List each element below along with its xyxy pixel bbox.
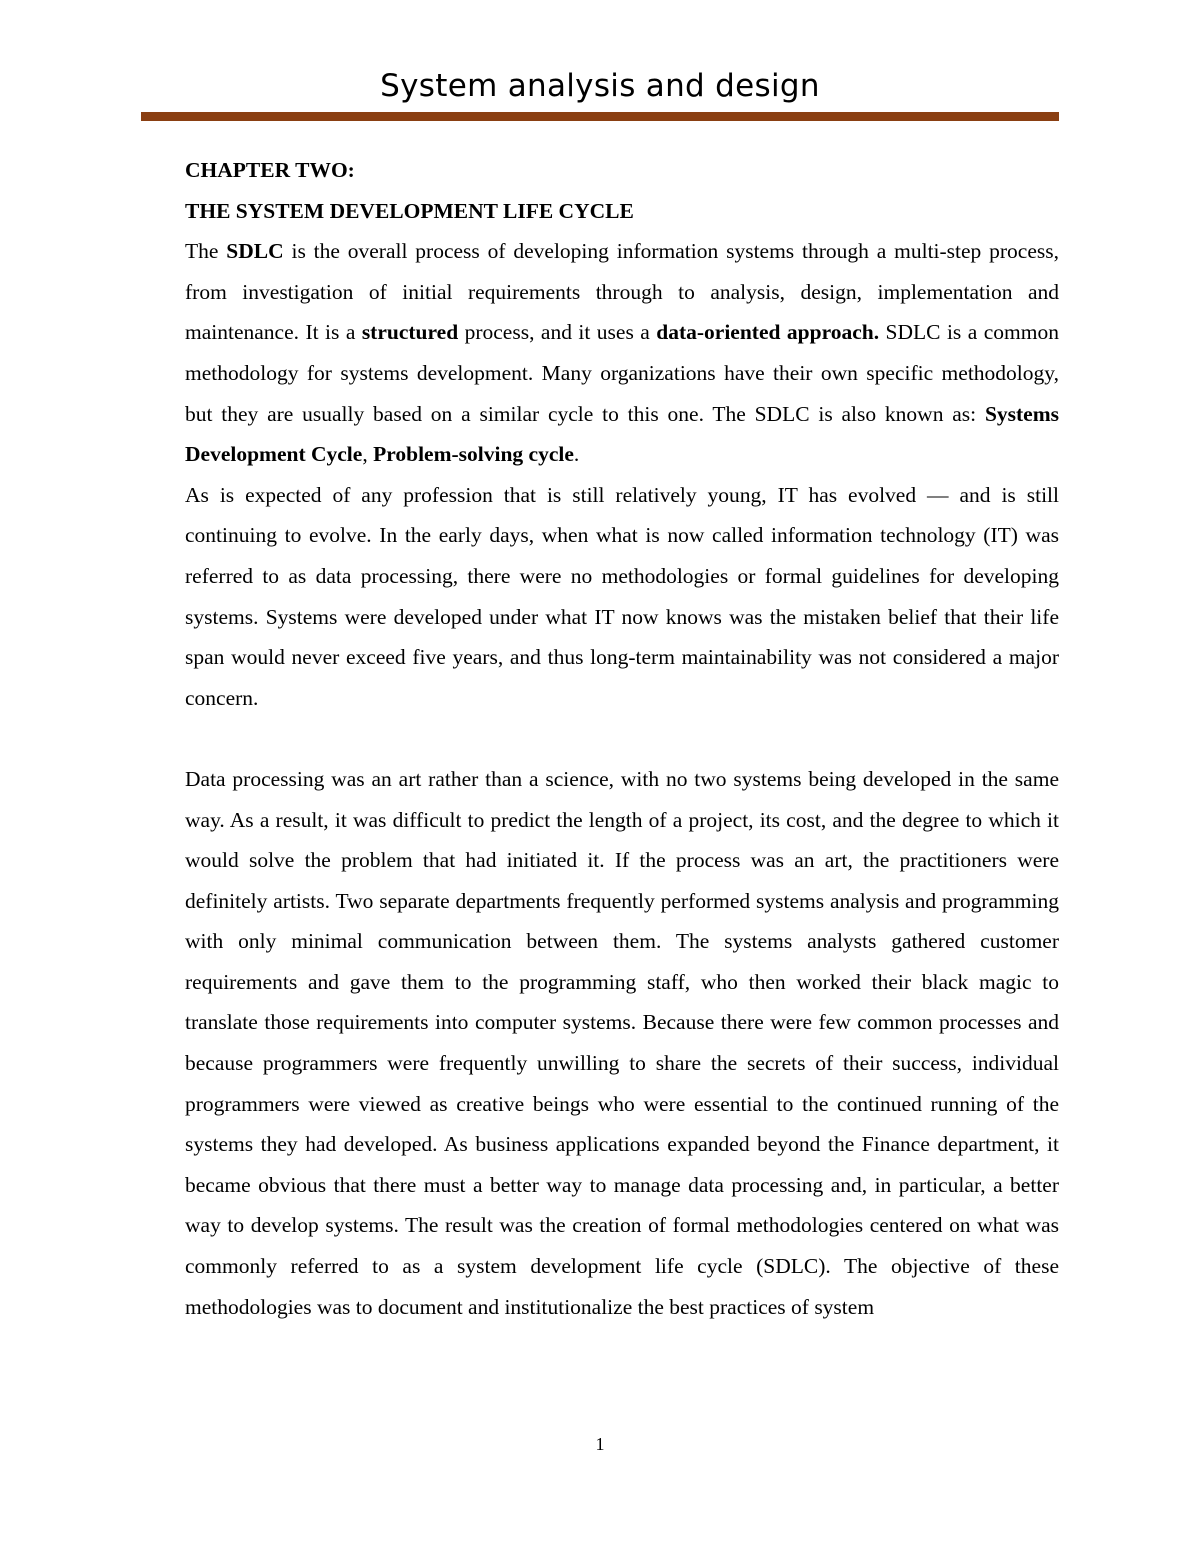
header-divider [141,112,1059,121]
paragraph-it-evolution: As is expected of any profession that is still relatively young, IT has evolved — and is still continuing to evolve. In the early days, when what is now called information technology (IT) was referred to as data processing, there were no methodologies or formal guidelines for developing systems. Systems were developed under what IT now knows was the mistaken belief that their life span would never exceed five years, and thus long-term maintainability was not considered a major concern. [185,482,1059,710]
bold-term-sdlc: SDLC [226,239,284,264]
paragraph-sdlc-definition [185,231,1059,475]
page-number: 1 [595,1434,605,1454]
bold-term-problem-solving-cycle: Problem-solving cycle [373,442,574,467]
bold-term-systems-development-cycle: Systems Development Cycle [185,401,1059,467]
text-run: . [573,442,580,467]
text-run: SDLC is a common methodology for systems development. Many organizations have their own specific methodology, but they are usually based on a similar cycle to this one. The SDLC is also known as: [185,320,1059,426]
bold-term-data-oriented-approach: data-oriented approach. [656,320,880,345]
page-header-title: System analysis and design [380,68,820,104]
text-run: , [362,442,374,467]
bold-term-structured: structured [361,320,459,345]
paragraph-data-processing-history: Data processing was an art rather than a science, with no two systems being developed in the same way. As a result, it was difficult to predict the length of a project, its cost, and the degree to which it would solve the problem that had initiated it. If the process was an art, the practitioners were definitely artists. Two separate departments frequently performed systems analysis and programming with only minimal communication between them. The systems analysts gathered customer requirements and gave them to the programming staff, who then worked their black magic to translate those requirements into computer systems. Because there were few common processes and because programmers were frequently unwilling to share the secrets of their success, individual programmers were viewed as creative beings who were essential to the continued running of the systems they had developed. As business applications expanded beyond the Finance department, it became obvious that there must a better way to manage data processing and, in particular, a better way to develop systems. The result was the creation of formal methodologies centered on what was commonly referred to as a system development life cycle (SDLC). The objective of these methodologies was to document and institutionalize the best practices of system [185,766,1059,1319]
text-run: is the overall process of developing information systems through a multi-step process, from investigation of initial requirements through to analysis, design, implementation and maintenance. It is a [185,239,1060,345]
text-run: process, and it uses a [458,320,657,345]
paragraph-spacer [185,718,1059,759]
chapter-title-heading: THE SYSTEM DEVELOPMENT LIFE CYCLE [185,198,634,223]
document-body [185,150,1059,1327]
chapter-number-heading: CHAPTER TWO: [185,158,355,182]
text-run: The [185,239,227,264]
